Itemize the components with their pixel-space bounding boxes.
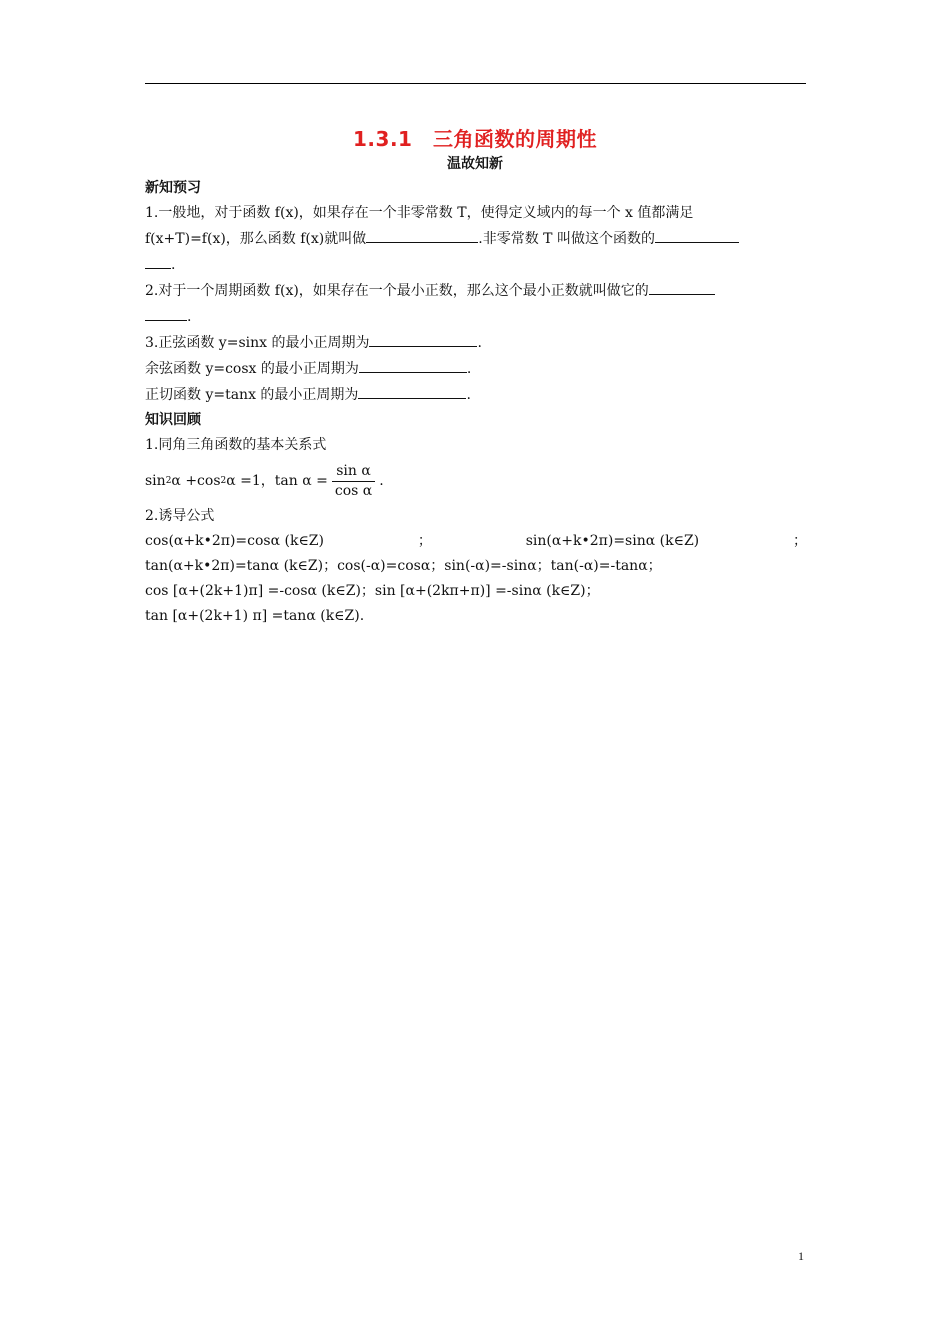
- answer-blank-3[interactable]: [649, 278, 715, 295]
- paragraph-2-text: 2.对于一个周期函数 f(x)，如果存在一个最小正数，那么这个最小正数就叫做它的: [145, 283, 649, 299]
- page-title: 1.3.1 三角函数的周期性: [353, 127, 597, 151]
- paragraph-3-line-2: [145, 356, 807, 382]
- tan-fraction: [331, 462, 376, 501]
- paragraph-1-text-b: .非零常数 T 叫做这个函数的: [478, 231, 655, 247]
- paragraph-1-line-1: 1.一般地，对于函数 f(x)，如果存在一个非零常数 T，使得定义域内的每一个 x 值都满足: [145, 205, 694, 221]
- answer-blank-tangent[interactable]: [358, 382, 466, 399]
- formula-line-2: tan(α+k•2π)=tanα (k∈Z)；cos(-α)=cosα；sin(-α)=-sinα；tan(-α)=-tanα；: [145, 558, 662, 574]
- review-item-1: 1.同角三角函数的基本关系式: [145, 437, 327, 453]
- identity-formula: sin 2 α +cos 2 α =1，tan α = $\frac{\text{sin α}}{\text{cos α}}$ .: [145, 462, 384, 499]
- paragraph-2-line-2: [145, 304, 807, 330]
- formula-sin-period: sin(α+k•2π)=sinα (k∈Z): [525, 533, 700, 549]
- header-rule: [145, 83, 806, 84]
- formula-separator: ；: [792, 533, 807, 549]
- review-item-2: 2.诱导公式: [145, 508, 215, 524]
- paragraph-3-line-3: [145, 382, 807, 408]
- sine-period-text: 3.正弦函数 y=sinx 的最小正周期为: [145, 335, 370, 351]
- formula-line-3: cos [α+(2k+1)π] =-cosα (k∈Z)；sin [α+(2kπ+π)] =-sinα (k∈Z)；: [145, 583, 600, 599]
- identity-text: sin: [145, 472, 166, 489]
- period-mark: .: [477, 335, 482, 351]
- answer-blank-sine[interactable]: [369, 330, 477, 347]
- identity-text: α =1，tan α =: [226, 472, 328, 489]
- identity-text: .: [379, 472, 384, 489]
- answer-blank-cosine[interactable]: [359, 356, 467, 373]
- formula-line-1: [145, 529, 807, 554]
- paragraph-3-line-1: [145, 330, 807, 356]
- formula-cos-period: cos(α+k•2π)=cosα (k∈Z): [145, 533, 324, 549]
- section-heading-review: 知识回顾: [145, 412, 201, 428]
- paragraph-2-period: .: [187, 309, 192, 325]
- page-subtitle: 温故知新: [447, 156, 503, 172]
- cosine-period-text: 余弦函数 y=cosx 的最小正周期为: [145, 361, 359, 377]
- tangent-period-text: 正切函数 y=tanx 的最小正周期为: [145, 387, 359, 403]
- paragraph-1-line-3: [145, 252, 807, 278]
- paragraph-2-line-1: [145, 278, 807, 304]
- identity-text: α +cos: [171, 472, 221, 489]
- period-mark: .: [466, 387, 471, 403]
- formula-line-4: tan [α+(2k+1) π] =tanα (k∈Z).: [145, 608, 365, 624]
- answer-blank-2-cont[interactable]: [145, 252, 171, 269]
- paragraph-1-text-a: f(x+T)=f(x)，那么函数 f(x)就叫做: [145, 231, 367, 247]
- paragraph-1-line-2: [145, 226, 807, 252]
- answer-blank-1[interactable]: [366, 226, 478, 243]
- period-mark: .: [466, 361, 472, 377]
- paragraph-1-period: .: [171, 257, 176, 273]
- fraction-numerator: sin α: [332, 462, 375, 482]
- fraction-denominator: cos α: [334, 482, 373, 499]
- document-body: [145, 176, 807, 629]
- formula-separator: ；: [417, 533, 432, 549]
- answer-blank-3-cont[interactable]: [145, 304, 187, 321]
- answer-blank-2[interactable]: [655, 226, 739, 243]
- section-heading-preview: 新知预习: [145, 180, 201, 196]
- page-number: 1: [798, 1249, 804, 1263]
